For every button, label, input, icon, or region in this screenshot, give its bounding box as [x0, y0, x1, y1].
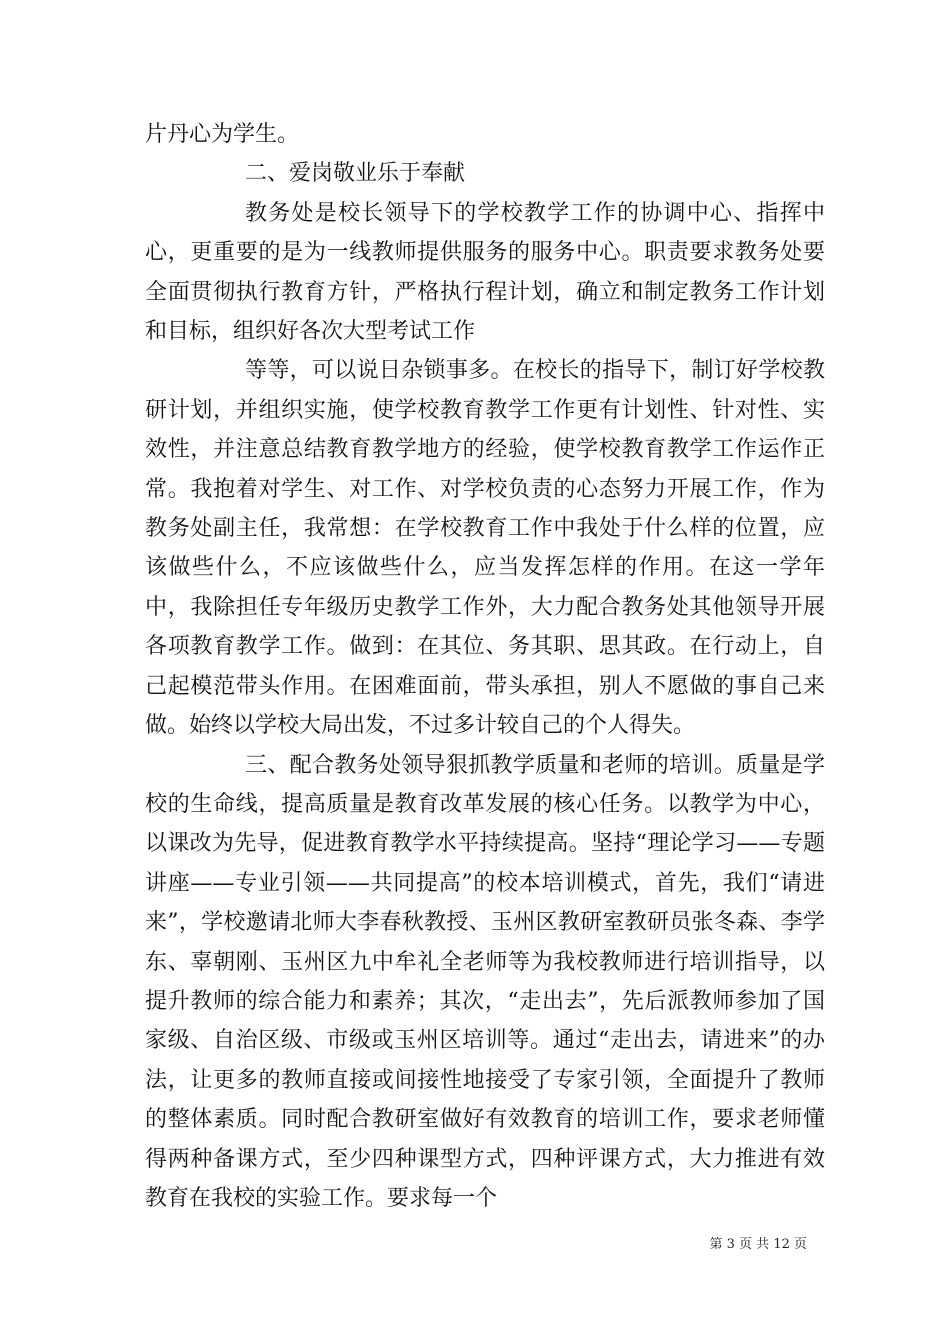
paragraph-continuation: 片丹心为学生。	[145, 122, 300, 147]
section-heading-2: 二、爱岗敬业乐于奉献	[245, 161, 466, 187]
paragraph: 教务处是校长领导下的学校教学工作的协调中心、指挥中心，更重要的是为一线教师提供服务的服务中心。职责要求教务处要全面贯彻执行教育方针，严格执行程计划，确立和制定教务工作计划和目标，组织好各次大型考试工作	[145, 200, 825, 345]
body-text	[145, 115, 825, 1218]
paragraph: 等等，可以说日杂锁事多。在校长的指导下，制订好学校教研计划，并组织实施，使学校教育教学工作更有计划性、针对性、实效性，并注意总结教育教学地方的经验，使学校教育教学工作运作正常。我抱着对学生、对工作、对学校负责的心态努力开展工作，作为教务处副主任，我常想：在学校教育工作中我处于什么样的位置，应该做些什么，不应该做些什么，应当发挥怎样的作用。在这一学年中，我除担任专年级历史教学工作外，大力配合教务处其他领导开展各项教育教学工作。做到：在其位、务其职、思其政。在行动上，自己起模范带头作用。在困难面前，带头承担，别人不愿做的事自己来做。始终以学校大局出发，不过多计较自己的个人得失。	[145, 358, 825, 739]
page-number: 第 3 页 共 12 页	[709, 1237, 807, 1252]
section-paragraph-3: 三、配合教务处领导狠抓教学质量和老师的培训。质量是学校的生命线，提高质量是教育改革发展的核心任务。以教学为中心，以课改为先导，促进教育教学水平持续提高。坚持“理论学习——专题讲座——专业引领——共同提高”的校本培训模式，首先，我们“请进来”，学校邀请北师大李春秋教授、玉州区教研室教研员张冬森、李学东、辜朝刚、玉州区九中牟礼全老师等为我校教师进行培训指导，以提升教师的综合能力和素养；其次，“走出去”，先后派教师参加了国家级、自治区级、市级或玉州区培训等。通过“走出去，请进来”的办法，让更多的教师直接或间接性地接受了专家引领，全面提升了教师的整体素质。同时配合教研室做好有效教育的培训工作，要求老师懂得两种备课方式，至少四种课型方式，四种评课方式，大力推进有效教育在我校的实验工作。要求每一个	[145, 752, 825, 1211]
